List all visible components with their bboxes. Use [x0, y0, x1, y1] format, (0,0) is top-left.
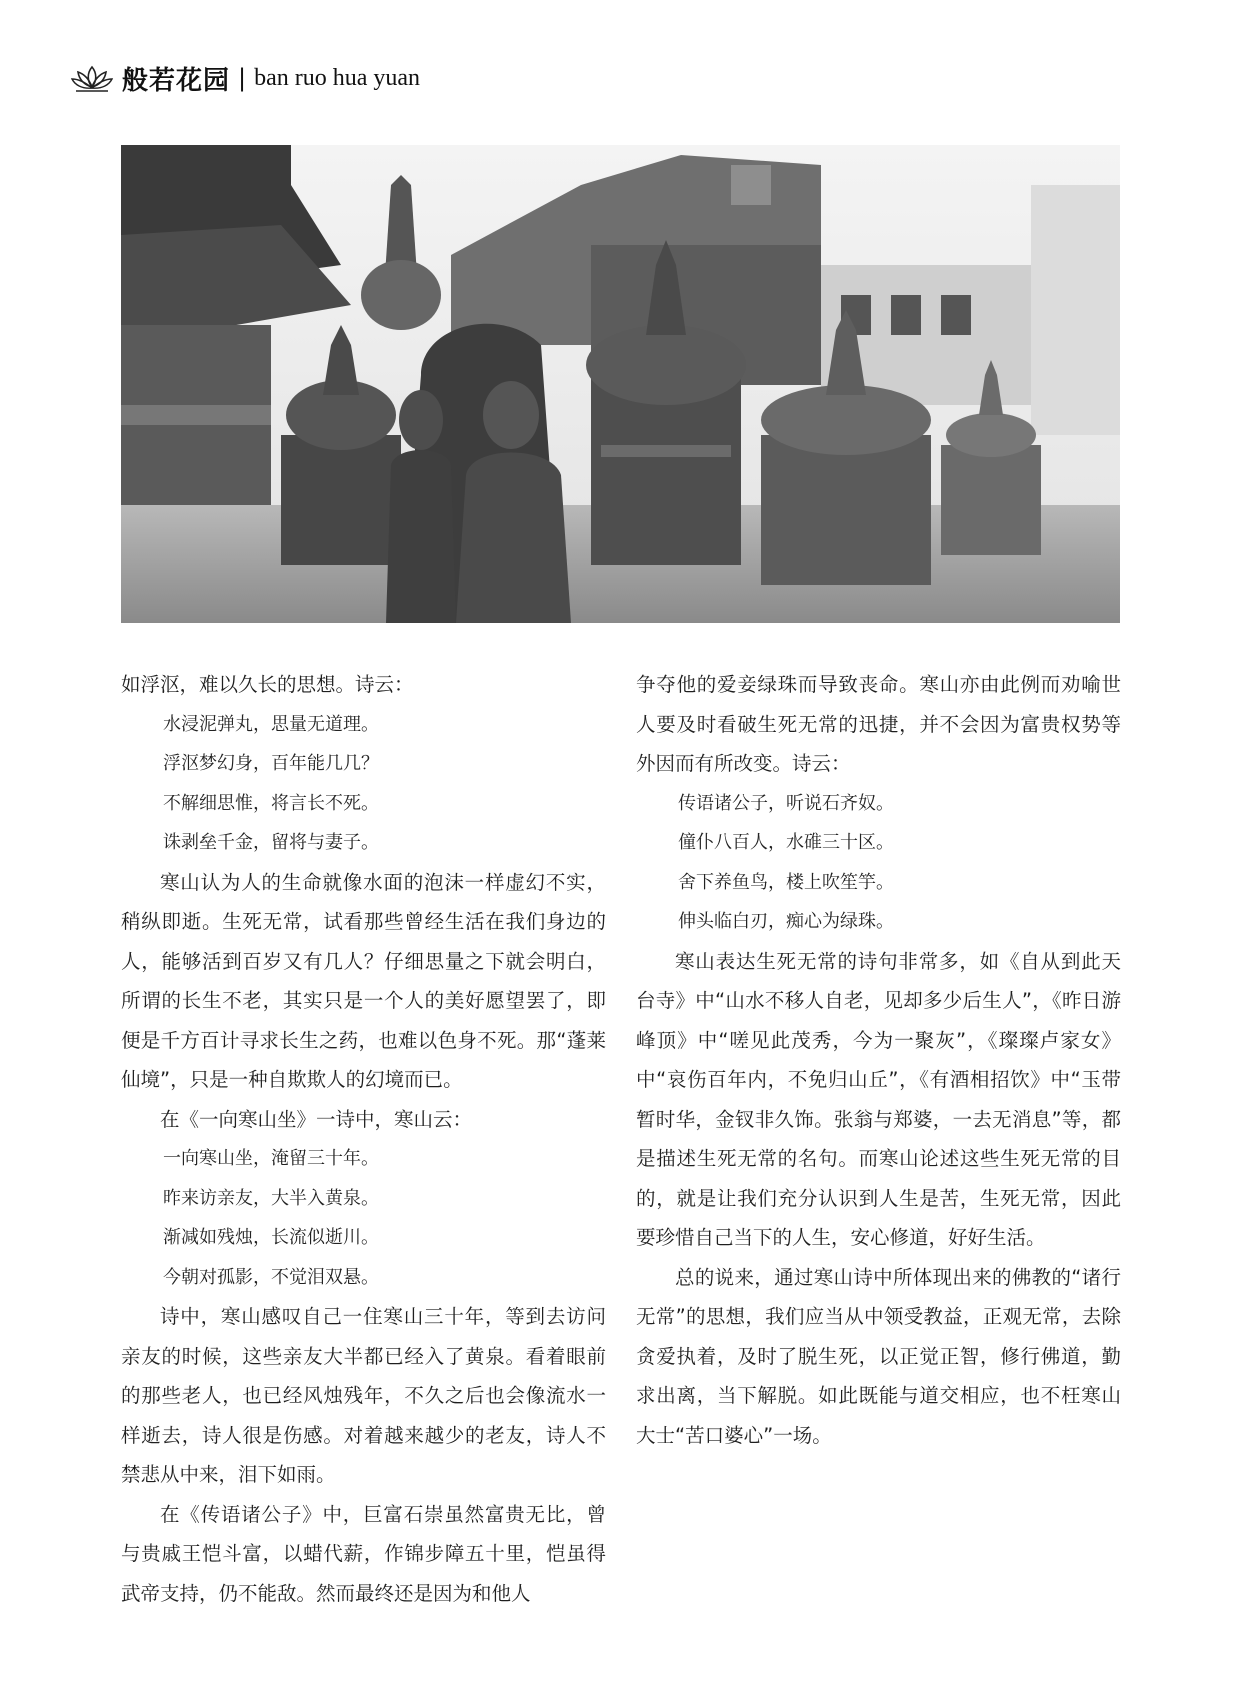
magazine-title-cn: 般若花园 [122, 65, 231, 96]
magazine-title-en: ban ruo hua yuan [254, 64, 421, 91]
right-column [636, 665, 1121, 1455]
body-paragraph: 在《一向寒山坐》一诗中，寒山云： [160, 1107, 473, 1131]
poem-verse-line: 昨来访亲友，大半入黄泉。 [163, 1187, 379, 1209]
poem-verse-line: 传语诸公子，听说石齐奴。 [678, 792, 894, 814]
body-paragraph: 总的说来，通过寒山诗中所体现出来的佛教的“诸行无常”的思想，我们应当从中领受教益，正观无常，去除贪爱执着，及时了脱生死，以正觉正智，修行佛道，勤求出离，当下解脱。如此既能与道交相应，也不枉寒山大士“苦口婆心”一场。 [636, 1265, 1121, 1447]
body-paragraph: 诗中，寒山感叹自己一住寒山三十年，等到去访问亲友的时候，这些亲友大半都已经入了黄泉。看着眼前的那些老人，也已经风烛残年，不久之后也会像流水一样逝去，诗人很是伤感。对着越来越少的老友，诗人不禁悲从中来，泪下如雨。 [121, 1305, 606, 1486]
temple-stupa-photo [121, 145, 1120, 623]
body-paragraph: 寒山认为人的生命就像水面的泡沫一样虚幻不实，稍纵即逝。生死无常，试看那些曾经生活在我们身边的人，能够活到百岁又有几人？仔细思量之下就会明白，所谓的长生不老，其实只是一个人的美好愿望罢了，即便是千方百计寻求长生之药，也难以色身不死。那“蓬莱仙境”，只是一种自欺欺人的幻境而已。 [121, 870, 606, 1091]
body-paragraph: 寒山表达生死无常的诗句非常多，如《自从到此天台寺》中“山水不移人自老，见却多少后生人”，《昨日游峰顶》中“嗟见此茂秀，今为一聚灰”，《璨璨卢家女》中“哀伤百年内，不免归山丘”，《有酒相招饮》中“玉带暂时华，金钗非久饰。张翁与郑婆，一去无消息”等，都是描述生死无常的名句。而寒山论述这些生死无常的目的，就是让我们充分认识到人生是苦，生死无常，因此要珍惜自己当下的人生，安心修道，好好生活。 [636, 949, 1121, 1249]
poem-verse-line: 不解细思惟，将言长不死。 [163, 792, 379, 814]
page-header [70, 58, 420, 98]
poem-verse-line: 僮仆八百人，水碓三十区。 [678, 832, 894, 853]
left-column [121, 665, 606, 1613]
poem-verse-line: 伸头临白刃，痴心为绿珠。 [678, 911, 894, 932]
lotus-icon [70, 63, 114, 93]
poem-verse-line: 今朝对孤影，不觉泪双悬。 [163, 1266, 379, 1288]
body-paragraph: 争夺他的爱妾绿珠而导致丧命。寒山亦由此例而劝喻世人要及时看破生死无常的迅捷，并不会因为富贵权势等外因而有所改变。诗云： [636, 673, 1121, 775]
poem-verse-line: 舍下养鱼鸟，楼上吹笙竽。 [678, 871, 894, 893]
body-paragraph: 在《传语诸公子》中，巨富石崇虽然富贵无比，曾与贵戚王恺斗富，以蜡代薪，作锦步障五十里，恺虽得武帝支持，仍不能敌。然而最终还是因为和他人 [121, 1502, 606, 1605]
poem-verse-line: 诛剥垒千金，留将与妻子。 [163, 832, 379, 853]
poem-verse-line: 浮沤梦幻身，百年能几几？ [163, 753, 379, 774]
poem-verse-line: 渐减如残烛，长流似逝川。 [163, 1227, 379, 1248]
title-separator: | [238, 64, 247, 92]
poem-verse-line: 水浸泥弹丸，思量无道理。 [163, 713, 379, 735]
body-paragraph: 如浮沤，难以久长的思想。诗云： [121, 673, 414, 696]
poem-verse-line: 一向寒山坐，淹留三十年。 [163, 1148, 379, 1169]
